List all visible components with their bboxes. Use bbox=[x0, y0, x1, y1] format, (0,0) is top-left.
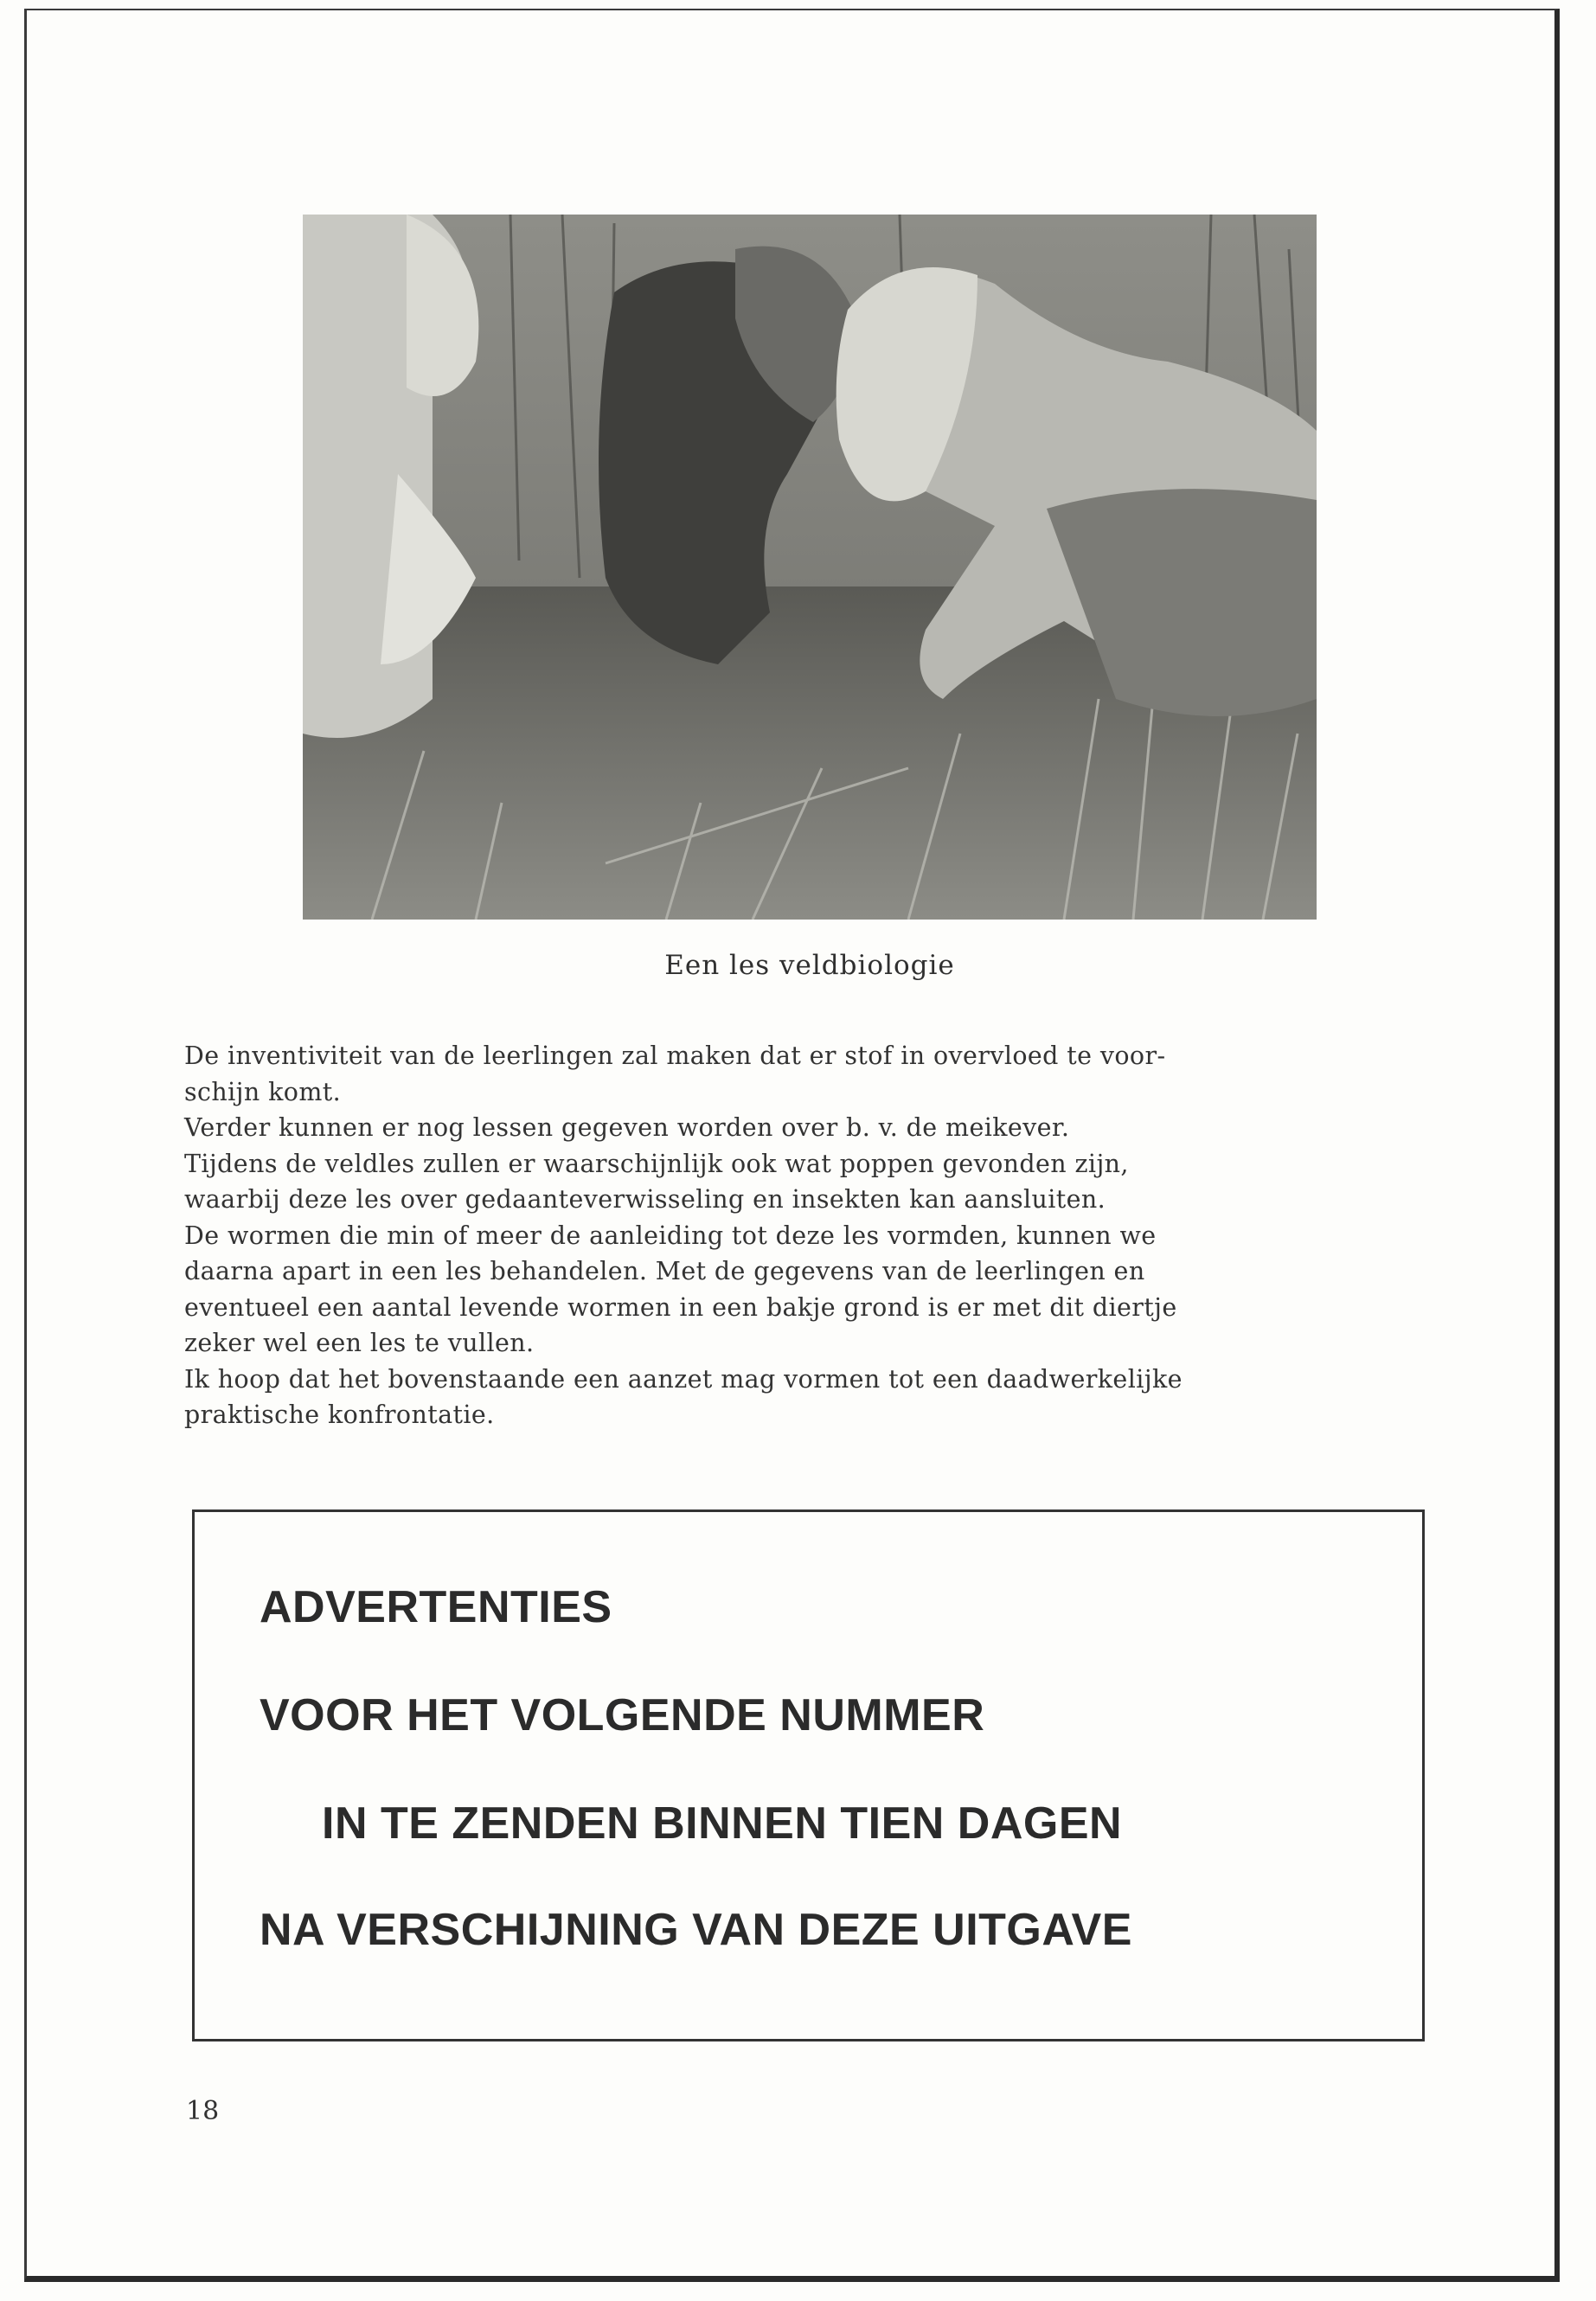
text-line: waarbij deze les over gedaanteverwisseling en insekten kan aansluiten. bbox=[184, 1185, 1106, 1214]
text-line: De wormen die min of meer de aanleiding tot deze les vormden, kunnen we bbox=[184, 1221, 1157, 1250]
article-text bbox=[184, 1038, 1447, 1433]
text-line: Tijdens de veldles zullen er waarschijnlijk ook wat poppen gevonden zijn, bbox=[184, 1149, 1129, 1178]
photo-illustration bbox=[303, 215, 1317, 920]
text-line: Ik hoop dat het bovenstaande een aanzet mag vormen tot een daadwerkelijke bbox=[184, 1364, 1183, 1394]
photo-caption: Een les veldbiologie bbox=[664, 950, 955, 981]
text-line: daarna apart in een les behandelen. Met de gegevens van de leerlingen en bbox=[184, 1257, 1145, 1285]
ad-line-4: NA VERSCHIJNING VAN DEZE UITGAVE bbox=[260, 1905, 1132, 1955]
field-biology-photo bbox=[303, 215, 1317, 920]
text-line: eventueel een aantal levende wormen in een bakje grond is er met dit diertje bbox=[184, 1292, 1177, 1322]
text-line: schijn komt. bbox=[184, 1077, 342, 1106]
ad-heading: ADVERTENTIES bbox=[260, 1582, 612, 1632]
ad-line-2: VOOR HET VOLGENDE NUMMER bbox=[260, 1690, 985, 1740]
text-line: praktische konfrontatie. bbox=[184, 1400, 495, 1429]
text-line: Verder kunnen er nog lessen gegeven worden over b. v. de meikever. bbox=[184, 1113, 1070, 1142]
advertisement-box bbox=[192, 1509, 1425, 2041]
page-number: 18 bbox=[186, 2096, 220, 2126]
text-line: De inventiviteit van de leerlingen zal maken dat er stof in overvloed te voor- bbox=[184, 1042, 1166, 1070]
ad-line-3: IN TE ZENDEN BINNEN TIEN DAGEN bbox=[322, 1798, 1123, 1849]
text-line: zeker wel een les te vullen. bbox=[184, 1329, 535, 1357]
